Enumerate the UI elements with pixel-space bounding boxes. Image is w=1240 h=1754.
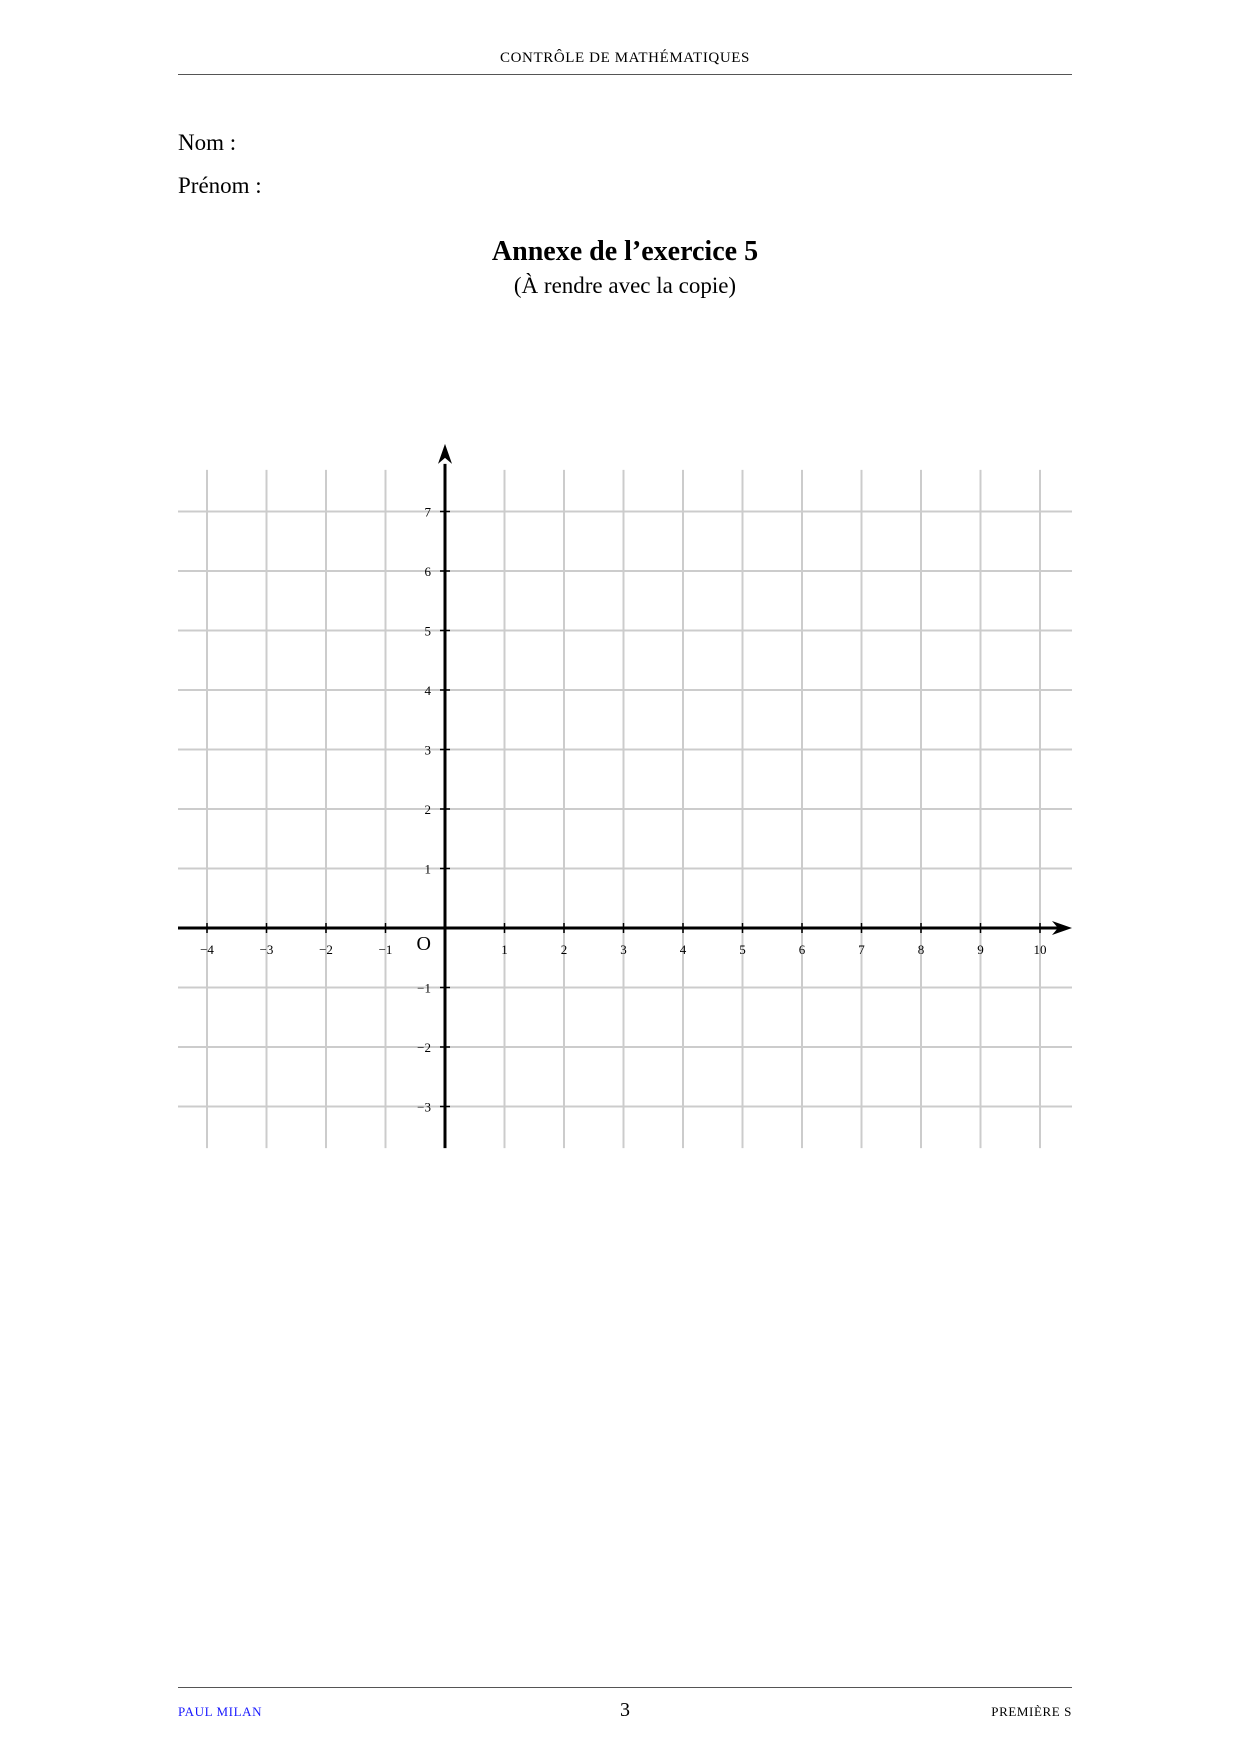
x-tick-label: 2: [560, 942, 568, 957]
x-tick-label: 7: [858, 942, 865, 957]
y-tick-label: 4: [424, 683, 431, 698]
y-tick-label: −1: [417, 980, 431, 996]
grid-lines: [178, 470, 1072, 1148]
x-tick-label: −2: [319, 942, 333, 957]
y-tick-label: 7: [424, 504, 431, 520]
x-tick-label: 4: [679, 942, 687, 957]
page-number: 3: [620, 1699, 630, 1721]
x-tick-label: 3: [620, 942, 627, 957]
annex-subtitle: (À rendre avec la copie): [513, 273, 737, 298]
x-tick-label: 8: [917, 942, 925, 957]
x-tick-label: 6: [798, 942, 806, 957]
name-field-label: Nom :: [178, 130, 237, 155]
x-tick-label: 10: [1033, 942, 1047, 957]
footer-divider: [178, 1687, 1072, 1688]
x-tick-label: 1: [501, 942, 508, 957]
y-tick-label: 6: [424, 564, 431, 579]
x-tick-label: −3: [259, 942, 274, 957]
y-tick-label: 1: [424, 861, 431, 877]
annex-title: Annexe de l’exercice 5: [491, 236, 759, 267]
y-tick-label: 3: [424, 742, 431, 758]
x-tick-label: −1: [378, 942, 393, 957]
x-tick-label: −4: [200, 942, 214, 957]
y-tick-label: 2: [424, 802, 431, 817]
y-tick-label: −2: [417, 1040, 431, 1055]
footer-author: PAUL MILAN: [178, 1704, 263, 1719]
footer-class-level: PREMIÈRE S: [991, 1704, 1072, 1719]
y-tick-label: −3: [417, 1099, 431, 1115]
x-tick-label: 5: [739, 942, 746, 957]
origin-label: O: [416, 933, 431, 955]
y-axis-arrow-icon: [438, 444, 452, 464]
axes: [178, 444, 1072, 1148]
y-tick-label: 5: [424, 623, 431, 639]
x-tick-label: 9: [977, 942, 984, 957]
running-title: CONTRÔLE DE MATHÉMATIQUES: [500, 50, 750, 66]
firstname-field-label: Prénom :: [178, 173, 262, 198]
